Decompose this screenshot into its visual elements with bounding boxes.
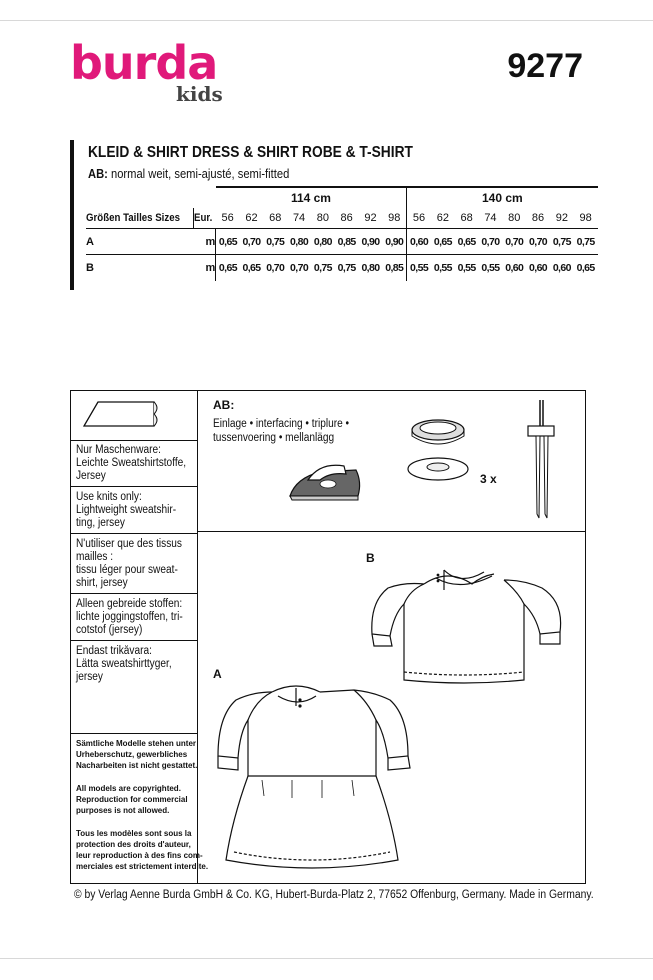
yardage-cell: 0,65 <box>216 255 240 281</box>
legal-note-line: Nacharbeiten ist nicht gestattet. <box>76 761 198 770</box>
fabric-note-line: Leichte Sweatshirtstoffe, <box>76 457 187 469</box>
legal-note-line: leur reproduction à des fins com- <box>76 851 203 860</box>
snap-fastener-icon <box>404 412 476 492</box>
legal-note-line: protection des droits d'auteur, <box>76 840 191 849</box>
yardage-cell: 0,75 <box>266 235 285 248</box>
notions-divider <box>197 531 585 532</box>
yardage-cell: 0,65 <box>433 235 452 248</box>
yardage-cell: 0,90 <box>385 235 404 248</box>
page-title: KLEID & SHIRT DRESS & SHIRT ROBE & T-SHIRT <box>88 144 413 161</box>
legal-note-line: Reproduction for commercial <box>76 795 188 804</box>
yardage-row <box>86 255 598 281</box>
yardage-cell: 0,70 <box>481 235 500 248</box>
size-header-cell: 86 <box>335 208 359 229</box>
fabric-note-line: cotstof (jersey) <box>76 624 143 636</box>
yardage-cell: 0,80 <box>313 235 332 248</box>
size-header-cell: 62 <box>240 208 264 229</box>
yardage-cell: 0,75 <box>576 235 595 248</box>
yardage-cell: 0,65 <box>457 235 476 248</box>
fabric-note-line: Lightweight sweatshir- <box>76 504 177 516</box>
eur-label: Eur. <box>193 212 213 224</box>
fabric-note-line: shirt, jersey <box>76 577 128 589</box>
fabric-note-line: Lätta sweatshirttyger, <box>76 658 172 670</box>
sizes-label: Größen Tailles Sizes <box>86 212 180 224</box>
snap-count: 3 x <box>480 472 497 486</box>
fabric-divider <box>70 440 197 441</box>
size-header-cell: 74 <box>479 208 503 229</box>
legal-note <box>76 738 208 771</box>
yardage-cell: 0,55 <box>481 261 500 274</box>
width-140: 140 cm <box>407 187 598 208</box>
yardage-cell: 0,55 <box>433 261 452 274</box>
yardage-cell: 0,70 <box>290 261 309 274</box>
iron-icon <box>286 456 366 506</box>
view-b-label: B <box>366 551 375 565</box>
size-header-cell: 86 <box>526 208 550 229</box>
fabric-recommendations <box>76 444 197 691</box>
yardage-cell: 0,80 <box>361 261 380 274</box>
yardage-cell: 0,75 <box>337 261 356 274</box>
snap-tool-icon <box>524 396 560 526</box>
yardage-cell: 0,80 <box>290 235 309 248</box>
yardage-row <box>86 229 598 255</box>
brand-sub: kids <box>176 82 223 106</box>
legal-note <box>76 828 208 872</box>
fabric-note <box>70 598 197 641</box>
fabric-note <box>70 538 197 594</box>
dress-a-drawing <box>212 680 422 880</box>
yardage-cell: 0,70 <box>242 235 261 248</box>
brand-logo: burda <box>70 36 218 90</box>
size-header-cell: 74 <box>287 208 311 229</box>
size-header-cell: 98 <box>574 208 598 229</box>
yardage-cell: 0,55 <box>457 261 476 274</box>
legal-note-line: merciales est strictement interdite. <box>76 862 209 871</box>
yardage-cell: 0,60 <box>407 229 431 255</box>
fabric-bolt-icon <box>80 396 160 436</box>
top-rule <box>0 20 653 21</box>
fabric-note-line: Nur Maschenware: <box>76 444 161 456</box>
size-header-cell: 92 <box>550 208 574 229</box>
fabric-note-line: Endast trikåvara: <box>76 645 152 657</box>
yardage-cell: 0,65 <box>242 261 261 274</box>
notions-line-1: Einlage • interfacing • triplure • <box>213 418 350 430</box>
yardage-cell: 0,75 <box>552 235 571 248</box>
fabric-note-line: lichte joggingstoffen, tri- <box>76 611 183 623</box>
fabric-note-line: Jersey <box>76 470 106 482</box>
legal-note-line: All models are copyrighted. <box>76 784 181 793</box>
yardage-cell: 0,60 <box>552 261 571 274</box>
fabric-note-line: tissu léger pour sweat- <box>76 564 178 576</box>
fit-description: AB: normal weit, semi-ajusté, semi-fitted <box>88 166 290 181</box>
pattern-number: 9277 <box>507 47 583 85</box>
yardage-cell: 0,65 <box>216 229 240 255</box>
fabric-note <box>70 444 197 487</box>
size-header-cell: 80 <box>502 208 526 229</box>
size-header-cell: 80 <box>311 208 335 229</box>
fabric-note-line: jersey <box>76 671 104 683</box>
size-header-cell: 56 <box>407 208 431 229</box>
size-header-cell: 68 <box>263 208 287 229</box>
notions-label: AB: <box>213 398 235 412</box>
size-header-cell: 62 <box>431 208 455 229</box>
legal-note-line: Tous les modèles sont sous la <box>76 829 192 838</box>
legal-note-line: purposes is not allowed. <box>76 806 170 815</box>
yardage-cell: 0,60 <box>529 261 548 274</box>
yardage-cell: 0,85 <box>385 261 404 274</box>
copyright-notes <box>76 738 208 884</box>
yardage-cell: 0,60 <box>505 261 524 274</box>
size-header-row <box>86 208 598 229</box>
bottom-rule <box>0 958 653 959</box>
sidebar-divider <box>70 733 197 734</box>
yardage-cell: 0,85 <box>337 235 356 248</box>
yardage-cell: 0,90 <box>361 235 380 248</box>
yardage-cell: 0,65 <box>576 261 595 274</box>
fabric-note-line: Alleen gebreide stoffen: <box>76 598 183 610</box>
footer-copyright: © by Verlag Aenne Burda GmbH & Co. KG, Hubert-Burda-Platz 2, 77652 Offenburg, Germany. Made in Germany. <box>74 889 594 901</box>
unit-label: m <box>205 235 216 248</box>
fabric-note-line: ting, jersey <box>76 517 125 529</box>
view-label: B <box>86 261 94 274</box>
unit-label: m <box>205 261 216 274</box>
fabric-note-line: mailles : <box>76 551 114 563</box>
yardage-cell: 0,70 <box>266 261 285 274</box>
size-header-cell: 98 <box>382 208 406 229</box>
view-a-label: A <box>213 667 222 681</box>
shirt-b-drawing <box>364 562 584 692</box>
view-label: A <box>86 235 94 248</box>
fabric-note-line: Use knits only: <box>76 491 142 503</box>
fabric-note <box>70 491 197 534</box>
size-header-cell: 68 <box>455 208 479 229</box>
fabric-note <box>70 645 197 687</box>
legal-note-line: Urheberschutz, gewerbliches <box>76 750 188 759</box>
fabric-note-line: N'utiliser que des tissus <box>76 538 182 550</box>
legal-note <box>76 783 208 816</box>
yardage-table <box>86 186 598 281</box>
yardage-cell: 0,70 <box>505 235 524 248</box>
legal-note-line: Sämtliche Modelle stehen unter <box>76 739 197 748</box>
notions-line-2: tussenvoering • mellanlägg <box>213 432 335 444</box>
size-header-cell: 92 <box>359 208 383 229</box>
width-114: 114 cm <box>216 187 407 208</box>
width-row <box>86 187 598 208</box>
yardage-cell: 0,55 <box>407 255 431 281</box>
yardage-cell: 0,70 <box>529 235 548 248</box>
title-bar <box>70 140 74 290</box>
size-header-cell: 56 <box>216 208 240 229</box>
yardage-cell: 0,75 <box>313 261 332 274</box>
